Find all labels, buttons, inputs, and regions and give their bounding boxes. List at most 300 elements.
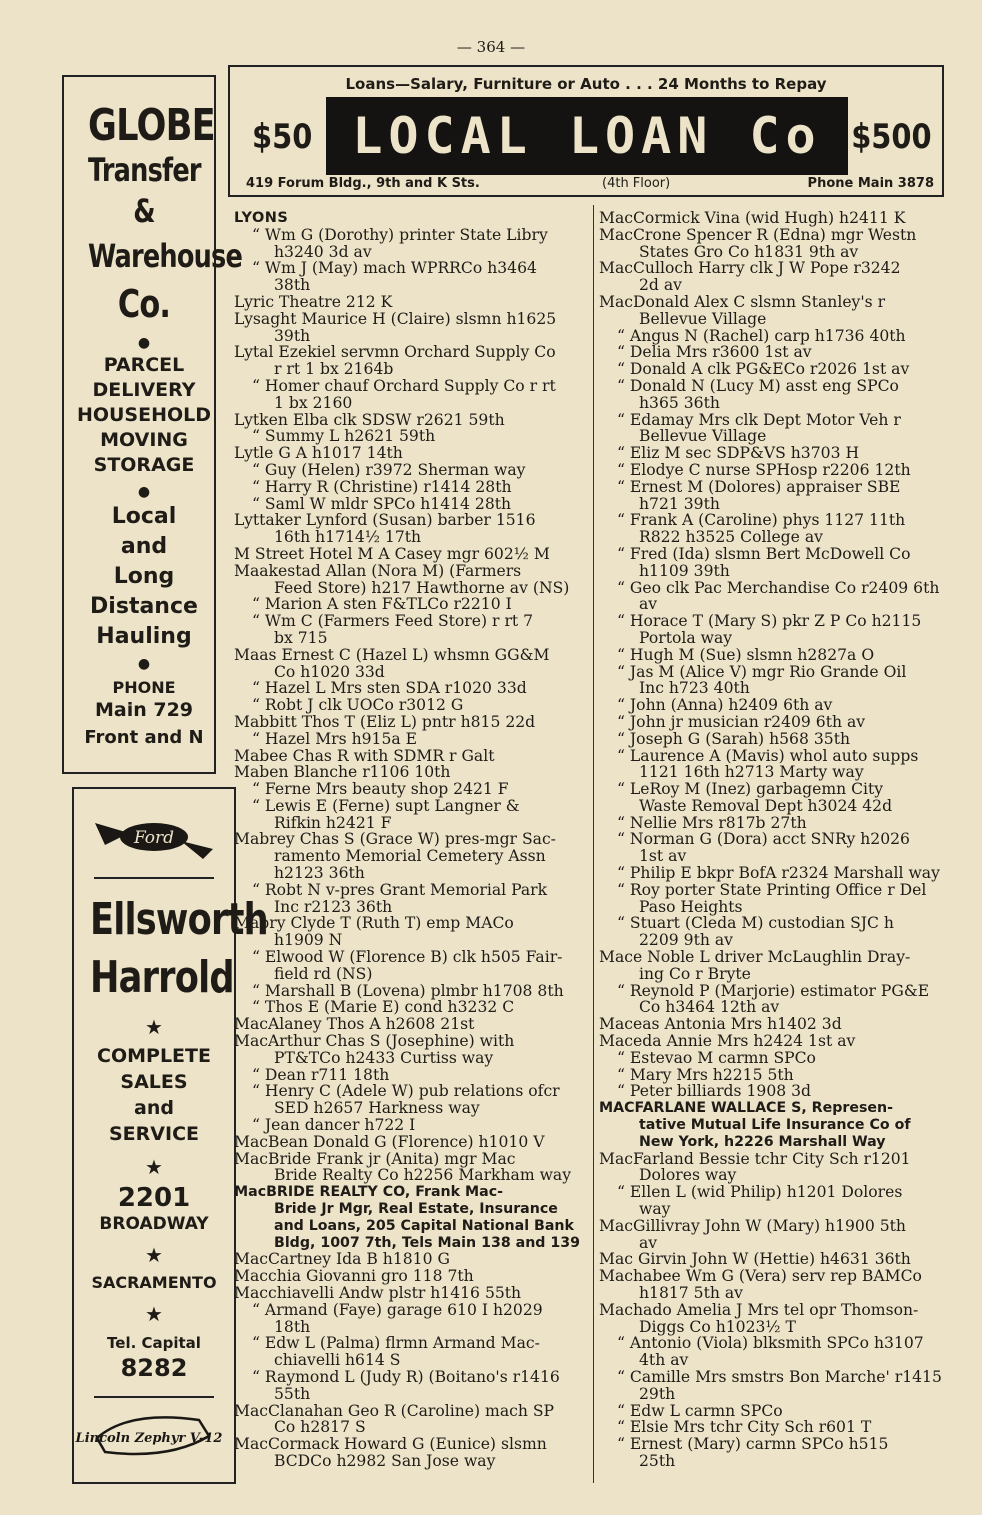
directory-entry <box>599 1083 955 1100</box>
directory-entry <box>599 781 955 815</box>
hauling-line: Distance <box>90 594 198 619</box>
directory-entry <box>599 915 955 949</box>
entry-line: PT&TCo h2433 Curtiss way <box>274 1048 494 1067</box>
directory-entry <box>234 999 588 1016</box>
ad-max-amount: $500 <box>851 117 932 157</box>
directory-entry <box>234 1251 588 1268</box>
entry-line: Dolores way <box>639 1166 737 1185</box>
directory-entry <box>234 1403 588 1437</box>
tagline-line: COMPLETE <box>97 1045 211 1067</box>
entry-line: MacCartney Ida B h1810 G <box>234 1250 450 1269</box>
entry-line: 4th av <box>639 1351 689 1370</box>
star-icon: ★ <box>145 1155 163 1179</box>
directory-entry <box>599 445 955 462</box>
directory-entry <box>599 1033 955 1050</box>
directory-entry <box>599 882 955 916</box>
entry-line: Mabbitt Thos T (Eliz L) pntr h815 22d <box>234 712 536 731</box>
ad-tagline: Loans—Salary, Furniture or Auto . . . 24 Months to Repay <box>345 75 827 93</box>
entry-line: MacBride Frank jr (Anita) mgr Mac <box>234 1149 516 1168</box>
entry-line: way <box>639 1200 671 1219</box>
entry-line: “ Wm C (Farmers Feed Store) r rt 7 <box>252 612 534 631</box>
directory-entry <box>234 563 588 597</box>
entry-line: MacCrone Spencer R (Edna) mgr Westn <box>599 225 917 244</box>
entry-line: Machado Amelia J Mrs tel opr Thomson- <box>599 1300 919 1319</box>
directory-entry <box>599 1403 955 1420</box>
ellsworth-tel: 8282 <box>120 1354 188 1382</box>
entry-line: Mabry Clyde T (Ruth T) emp MACo <box>234 914 514 933</box>
entry-line: “ Elodye C nurse SPHosp r2206 12th <box>617 460 911 479</box>
entry-line: “ Roy porter State Printing Office r Del <box>617 880 927 899</box>
directory-entry <box>599 1251 955 1268</box>
entry-line: M Street Hotel M A Casey mgr 602½ M <box>234 544 550 563</box>
directory-entry <box>599 1302 955 1336</box>
directory-entry <box>234 445 588 462</box>
entry-line: “ Homer chauf Orchard Supply Co r rt <box>252 376 556 395</box>
entry-line: 1121 16th h2713 Marty way <box>639 763 864 782</box>
directory-entry <box>234 680 588 697</box>
directory-entry <box>599 697 955 714</box>
entry-line: h1817 5th av <box>639 1284 743 1302</box>
entry-line: Mabrey Chas S (Grace W) pres-mgr Sac- <box>234 830 556 849</box>
hauling-line: Local <box>111 504 177 529</box>
entry-line: Maben Blanche r1106 10th <box>234 763 451 782</box>
ad-min-amount: $50 <box>252 117 313 157</box>
entry-line: Lytken Elba clk SDSW r2621 59th <box>234 410 505 429</box>
entry-line: Lytal Ezekiel servmn Orchard Supply Co <box>234 343 556 362</box>
directory-entry <box>234 1285 588 1302</box>
entry-line: “ Donald A clk PG&ECo r2026 1st av <box>617 360 910 379</box>
globe-line: GLOBE <box>88 100 215 151</box>
directory-entry <box>599 1419 955 1436</box>
entry-line: “ Harry R (Christine) r1414 28th <box>252 477 512 496</box>
directory-entry <box>234 731 588 748</box>
entry-line: MacArthur Chas S (Josephine) with <box>234 1032 515 1051</box>
star-icon: ★ <box>145 1302 163 1326</box>
directory-column-left <box>234 210 588 1470</box>
entry-line: “ Elsie Mrs tchr City Sch r601 T <box>617 1418 872 1437</box>
tagline-line: SERVICE <box>109 1123 199 1145</box>
entry-line: Maceda Annie Mrs h2424 1st av <box>599 1032 856 1051</box>
directory-entry <box>234 294 588 311</box>
directory-entry <box>599 1369 955 1403</box>
service-line: HOUSEHOLD <box>76 404 212 426</box>
directory-entry <box>599 546 955 580</box>
directory-entry <box>599 1050 955 1067</box>
entry-line: Portola way <box>639 628 733 647</box>
hauling-line: Hauling <box>96 624 192 649</box>
entry-line: “ Edamay Mrs clk Dept Motor Veh r <box>617 410 901 429</box>
entry-line: “ Elwood W (Florence B) clk h505 Fair- <box>252 948 563 967</box>
entry-line: “ Edw L (Palma) flrmn Armand Mac- <box>252 1334 540 1353</box>
entry-line: MacClanahan Geo R (Caroline) mach SP <box>234 1401 555 1420</box>
bullet-icon: ● <box>137 335 151 351</box>
directory-entry <box>234 781 588 798</box>
hauling-line: Long <box>113 564 175 589</box>
entry-line: “ Philip E bkpr BofA r2324 Marshall way <box>617 864 940 883</box>
entry-line: “ Armand (Faye) garage 610 I h2029 <box>252 1300 543 1319</box>
ad-footer <box>230 176 942 196</box>
globe-line: Co. <box>117 282 171 326</box>
directory-entry <box>234 479 588 496</box>
directory-entry <box>599 210 955 227</box>
directory-entry <box>234 1134 588 1151</box>
entry-line: SED h2657 Harkness way <box>274 1099 480 1118</box>
entry-line: 2209 9th av <box>639 931 733 950</box>
entry-line: Rifkin h2421 F <box>274 813 392 832</box>
entry-line: Maas Ernest C (Hazel L) whsmn GG&M <box>234 645 550 664</box>
directory-entry <box>234 227 588 261</box>
address-street: BROADWAY <box>99 1214 209 1234</box>
entry-line: “ Summy L h2621 59th <box>252 427 436 446</box>
entry-line: Macchiavelli Andw plstr h1416 55th <box>234 1284 522 1302</box>
globe-address: Front and N <box>84 727 204 748</box>
directory-entry <box>599 1218 955 1252</box>
directory-entry <box>599 227 955 261</box>
directory-entry <box>599 983 955 1017</box>
entry-line: “ Jean dancer h722 I <box>252 1116 416 1135</box>
directory-entry <box>234 1369 588 1403</box>
entry-line: “ Hazel L Mrs sten SDA r1020 33d <box>252 679 527 698</box>
entry-line: “ Reynold P (Marjorie) estimator PG&E <box>617 981 930 1000</box>
name-line: Harrold <box>90 952 234 1003</box>
local-loan-logo <box>326 97 848 175</box>
address-number: 2201 <box>117 1183 191 1213</box>
entry-line: “ Peter billiards 1908 3d <box>617 1082 812 1101</box>
entry-line: Bellevue Village <box>639 427 767 446</box>
entry-line: Bride Realty Co h2256 Markham way <box>274 1166 572 1185</box>
directory-entry <box>234 596 588 613</box>
directory-entry <box>599 1067 955 1084</box>
entry-line: “ Dean r711 18th <box>252 1065 390 1084</box>
divider-line <box>94 1396 214 1398</box>
entry-line: R822 h3525 College av <box>639 528 823 547</box>
section-heading <box>234 210 588 227</box>
ad-address: 419 Forum Bldg., 9th and K Sts. <box>246 176 480 191</box>
logo-text: LOCAL LOAN Co <box>352 107 822 165</box>
globe-hauling <box>74 502 214 652</box>
entry-line: Bldg, 1007 7th, Tels Main 138 and 139 <box>274 1234 581 1251</box>
directory-entry <box>599 479 955 513</box>
entry-line: “ Ferne Mrs beauty shop 2421 F <box>252 780 509 799</box>
entry-line: 1 bx 2160 <box>274 393 353 412</box>
entry-line: Maceas Antonia Mrs h1402 3d <box>599 1015 842 1034</box>
entry-line: “ Lewis E (Ferne) supt Langner & <box>252 796 520 815</box>
entry-line: bx 715 <box>274 628 328 647</box>
directory-entry <box>599 462 955 479</box>
entry-line: “ Robt J clk UOCo r3012 G <box>252 696 464 715</box>
directory-entry <box>599 1335 955 1369</box>
globe-line: & <box>133 192 155 230</box>
entry-line: “ Estevao M carmn SPCo <box>617 1048 816 1067</box>
hauling-line: and <box>120 534 168 559</box>
entry-line: “ Geo clk Pac Merchandise Co r2409 6th <box>617 578 940 597</box>
entry-line: “ Mary Mrs h2215 5th <box>617 1065 794 1084</box>
ellsworth-harrold-ad <box>72 787 268 1484</box>
directory-entry <box>234 378 588 412</box>
directory-entry <box>599 748 955 782</box>
directory-entry <box>599 613 955 647</box>
entry-line: “ Frank A (Caroline) phys 1127 11th <box>617 511 906 530</box>
directory-entry <box>234 1016 588 1033</box>
entry-line: “ Stuart (Cleda M) custodian SJC h <box>617 914 894 933</box>
service-line: DELIVERY <box>92 379 196 401</box>
entry-line: Maakestad Allan (Nora M) (Farmers <box>234 561 522 580</box>
entry-line: “ Thos E (Marie E) cond h3232 C <box>252 998 515 1017</box>
entry-line: Bride Jr Mgr, Real Estate, Insurance <box>274 1201 558 1218</box>
directory-entry <box>234 1268 588 1285</box>
directory-entry <box>599 344 955 361</box>
entry-line: “ Ellen L (wid Philip) h1201 Dolores <box>617 1183 903 1202</box>
entry-line: field rd (NS) <box>274 964 373 983</box>
entry-line: “ Wm J (May) mach WPRRCo h3464 <box>252 259 537 278</box>
directory-entry <box>599 294 955 328</box>
entry-line: 2d av <box>639 276 682 295</box>
directory-entry <box>234 1067 588 1084</box>
entry-line: 1st av <box>639 847 687 866</box>
entry-line: “ Ernest M (Dolores) appraiser SBE <box>617 477 901 496</box>
entry-line: MacBRIDE REALTY CO, Frank Mac- <box>234 1184 504 1201</box>
directory-entry <box>234 714 588 731</box>
name-line: Ellsworth <box>90 894 268 945</box>
directory-entry <box>234 1302 588 1336</box>
entry-line: LYONS <box>234 210 289 226</box>
entry-line: “ Guy (Helen) r3972 Sherman way <box>252 460 526 479</box>
directory-entry <box>234 344 588 378</box>
directory-entry <box>234 1151 588 1185</box>
entry-line: “ Robt N v-pres Grant Memorial Park <box>252 880 548 899</box>
entry-line: Mac Girvin John W (Hettie) h4631 36th <box>599 1250 911 1269</box>
directory-entry <box>234 428 588 445</box>
entry-line: Feed Store) h217 Hawthorne av (NS) <box>274 578 570 597</box>
directory-entry <box>599 361 955 378</box>
entry-line: Co h2817 S <box>274 1418 366 1437</box>
entry-line: “ Donald N (Lucy M) asst eng SPCo <box>617 376 899 395</box>
ellsworth-city: SACRAMENTO <box>91 1273 217 1292</box>
entry-line: Co h3464 12th av <box>639 998 780 1017</box>
directory-column-right <box>599 210 955 1470</box>
service-line: MOVING <box>100 429 188 451</box>
directory-entry <box>599 580 955 614</box>
directory-entry <box>234 496 588 513</box>
directory-entry <box>234 260 588 294</box>
ellsworth-tel-label: Tel. Capital <box>107 1334 201 1352</box>
globe-line: Transfer <box>88 151 201 189</box>
ford-logo-text: Ford <box>133 828 175 848</box>
star-icon: ★ <box>145 1015 163 1039</box>
entry-line: and Loans, 205 Capital National Bank <box>274 1217 574 1234</box>
directory-entry <box>234 831 588 881</box>
entry-line: 29th <box>639 1384 676 1403</box>
ad-phone: Phone Main 3878 <box>807 176 934 191</box>
directory-entry <box>234 798 588 832</box>
directory-entry <box>234 412 588 429</box>
directory-entry <box>599 412 955 446</box>
ad-floor: (4th Floor) <box>602 176 671 191</box>
service-line: PARCEL <box>103 354 185 376</box>
directory-entry <box>599 714 955 731</box>
entry-line: av <box>639 595 658 614</box>
directory-entry <box>234 1436 588 1470</box>
directory-entry <box>234 546 588 563</box>
globe-name <box>74 100 243 329</box>
globe-line: Warehouse <box>88 237 243 275</box>
entry-line: Inc h723 40th <box>639 679 750 698</box>
entry-line: MacCormack Howard G (Eunice) slsmn <box>234 1435 547 1454</box>
entry-line: “ Antonio (Viola) blksmith SPCo h3107 <box>617 1334 924 1353</box>
directory-entry <box>234 647 588 681</box>
entry-line: Macchia Giovanni gro 118 7th <box>234 1267 474 1286</box>
entry-line: Lyttaker Lynford (Susan) barber 1516 <box>234 511 536 530</box>
entry-line: “ Saml W mldr SPCo h1414 28th <box>252 494 512 513</box>
entry-line: h1909 N <box>274 931 343 950</box>
entry-line: “ Marshall B (Lovena) plmbr h1708 8th <box>252 981 564 1000</box>
entry-line: h3240 3d av <box>274 242 372 261</box>
entry-line: “ Henry C (Adele W) pub relations ofcr <box>252 1082 560 1101</box>
entry-line: Lytle G A h1017 14th <box>234 444 403 463</box>
entry-line: h1109 39th <box>639 561 730 580</box>
tagline-line: and <box>134 1097 174 1119</box>
entry-line: States Gro Co h1831 9th av <box>639 242 859 261</box>
entry-line: “ Laurence A (Mavis) whol auto supps <box>617 746 919 765</box>
entry-line: r rt 1 bx 2164b <box>274 360 394 379</box>
entry-line: Co h1020 33d <box>274 662 385 681</box>
divider-line <box>94 877 214 879</box>
directory-entry <box>234 882 588 916</box>
directory-entry <box>599 815 955 832</box>
entry-line: av <box>639 1233 658 1252</box>
entry-line: h721 39th <box>639 494 720 513</box>
directory-entry <box>599 328 955 345</box>
entry-line: “ Eliz M sec SDP&VS h3703 H <box>617 444 860 463</box>
entry-line: Diggs Co h1023½ T <box>639 1317 796 1336</box>
entry-line: h365 36th <box>639 393 720 412</box>
globe-transfer-ad <box>62 75 243 774</box>
directory-entry <box>599 664 955 698</box>
directory-entry <box>599 260 955 294</box>
directory-entry <box>234 697 588 714</box>
directory-entry <box>234 983 588 1000</box>
entry-line: MacGillivray John W (Mary) h1900 5th <box>599 1216 906 1235</box>
entry-line: “ Raymond L (Judy R) (Boitano's r1416 <box>252 1367 560 1386</box>
ford-logo-icon <box>89 805 219 869</box>
directory-entry <box>234 1117 588 1134</box>
directory-entry <box>599 949 955 983</box>
ellsworth-tagline <box>74 1043 234 1147</box>
directory-entry <box>599 831 955 865</box>
entry-line: 16th h1714½ 17th <box>274 528 422 547</box>
entry-line: “ Wm G (Dorothy) printer State Libry <box>252 225 548 244</box>
entry-line: 38th <box>274 276 311 295</box>
directory-entry <box>599 865 955 882</box>
service-line: STORAGE <box>93 454 195 476</box>
ellsworth-name <box>74 891 268 1007</box>
directory-entry <box>234 512 588 546</box>
entry-line: 18th <box>274 1317 311 1336</box>
directory-entry <box>234 1033 588 1067</box>
entry-line: Waste Removal Dept h3024 42d <box>639 796 893 815</box>
bullet-icon: ● <box>137 484 151 500</box>
entry-line: “ Marion A sten F&TLCo r2210 I <box>252 595 512 614</box>
directory-entry <box>234 311 588 345</box>
entry-line: “ LeRoy M (Inez) garbagemn City <box>617 780 884 799</box>
entry-line: Inc r2123 36th <box>274 897 393 916</box>
directory-entry <box>599 731 955 748</box>
directory-entry <box>599 1151 955 1185</box>
entry-line: 39th <box>274 326 311 345</box>
directory-entry <box>234 915 588 949</box>
lz-logo-text: Lincoln Zephyr V-12 <box>75 1431 223 1446</box>
globe-services <box>74 353 214 478</box>
directory-entry <box>599 1436 955 1470</box>
page-number: — 364 — <box>456 38 526 56</box>
entry-line: “ John jr musician r2409 6th av <box>617 712 866 731</box>
lincoln-zephyr-logo-icon <box>75 1406 223 1466</box>
directory-entry <box>599 378 955 412</box>
entry-line: “ Delia Mrs r3600 1st av <box>617 343 812 362</box>
directory-entry <box>234 462 588 479</box>
entry-line: Lysaght Maurice H (Claire) slsmn h1625 <box>234 309 557 328</box>
entry-line: MacFarland Bessie tchr City Sch r1201 <box>599 1149 911 1168</box>
globe-phone: Main 729 <box>94 699 194 721</box>
local-loan-ad <box>228 65 944 197</box>
entry-line: 25th <box>639 1451 676 1470</box>
column-divider <box>593 205 594 1483</box>
entry-line: “ Hugh M (Sue) slsmn h2827a O <box>617 645 875 664</box>
entry-line: MacCormick Vina (wid Hugh) h2411 K <box>599 209 906 227</box>
entry-line: “ Ernest (Mary) carmn SPCo h515 <box>617 1435 889 1454</box>
entry-line: h2123 36th <box>274 864 365 883</box>
entry-line: chiavelli h614 S <box>274 1351 401 1370</box>
tagline-line: SALES <box>120 1071 188 1093</box>
entry-line: “ Angus N (Rachel) carp h1736 40th <box>617 326 906 345</box>
entry-line: “ Edw L carmn SPCo <box>617 1401 783 1420</box>
directory-entry <box>599 1184 955 1218</box>
entry-line: Bellevue Village <box>639 309 767 328</box>
star-icon: ★ <box>145 1243 163 1267</box>
entry-line: ramento Memorial Cemetery Assn <box>274 847 546 866</box>
directory-entry <box>234 1335 588 1369</box>
bullet-icon: ● <box>137 656 151 672</box>
entry-line: 55th <box>274 1384 311 1403</box>
bold-listing <box>234 1184 588 1251</box>
directory-entry <box>599 1016 955 1033</box>
directory-entry <box>234 613 588 647</box>
entry-line: “ Hazel Mrs h915a E <box>252 729 418 748</box>
entry-line: “ Norman G (Dora) acct SNRy h2026 <box>617 830 910 849</box>
entry-line: “ Nellie Mrs r817b 27th <box>617 813 807 832</box>
ellsworth-address <box>74 1183 234 1235</box>
entry-line: “ Fred (Ida) slsmn Bert McDowell Co <box>617 544 911 563</box>
entry-line: MacCulloch Harry clk J W Pope r3242 <box>599 259 901 278</box>
entry-line: Machabee Wm G (Vera) serv rep BAMCo <box>599 1267 922 1286</box>
entry-line: “ Joseph G (Sarah) h568 35th <box>617 729 851 748</box>
entry-line: “ John (Anna) h2409 6th av <box>617 696 833 715</box>
entry-line: Paso Heights <box>639 897 743 916</box>
entry-line: MacAlaney Thos A h2608 21st <box>234 1015 475 1034</box>
bold-listing <box>599 1100 955 1150</box>
entry-line: “ Horace T (Mary S) pkr Z P Co h2115 <box>617 612 922 631</box>
directory-entry <box>234 949 588 983</box>
entry-line: Mabee Chas R with SDMR r Galt <box>234 746 495 765</box>
directory-entry <box>599 512 955 546</box>
entry-line: Lyric Theatre 212 K <box>234 292 393 311</box>
entry-line: “ Camille Mrs smstrs Bon Marche' r1415 <box>617 1367 942 1386</box>
entry-line: MacBean Donald G (Florence) h1010 V <box>234 1132 545 1151</box>
entry-line: MacDonald Alex C slsmn Stanley's r <box>599 292 886 311</box>
entry-line: ing Co r Bryte <box>639 964 751 983</box>
directory-entry <box>234 748 588 765</box>
entry-line: “ Jas M (Alice V) mgr Rio Grande Oil <box>617 662 907 681</box>
